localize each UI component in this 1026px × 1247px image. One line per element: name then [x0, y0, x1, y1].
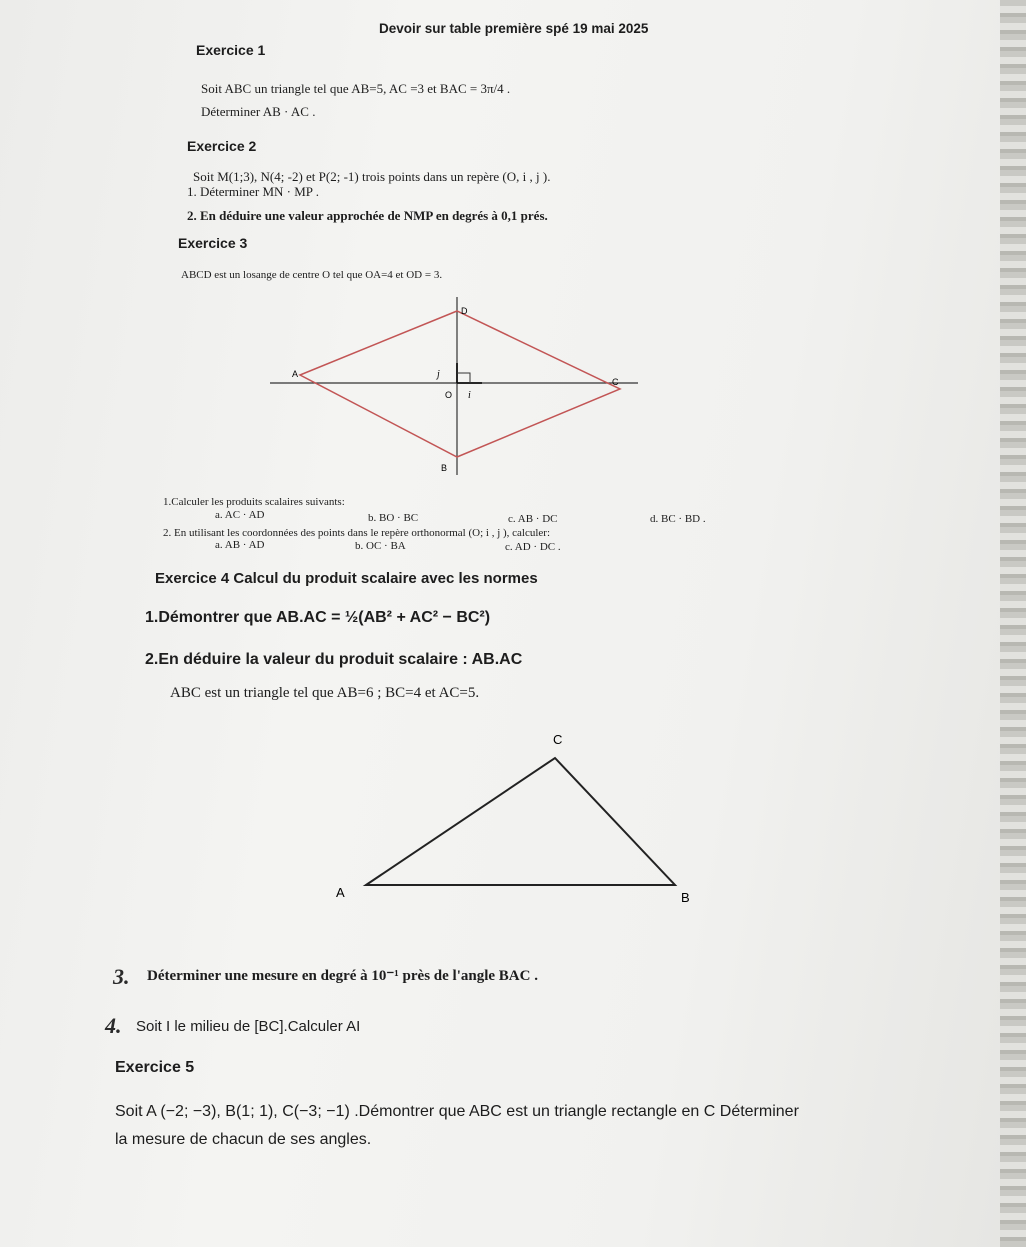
exercise-2-question-1: 1. Déterminer MN · MP .: [187, 184, 320, 199]
triangle-label-b: B: [681, 890, 690, 905]
label-d: D: [461, 306, 468, 316]
right-angle-mark: [457, 373, 470, 383]
exercise-3-question-1a: a. AC · AD: [215, 509, 265, 521]
label-i: i: [468, 390, 471, 401]
label-b: B: [441, 463, 448, 473]
exercise-3-question-2: 2. En utilisant les coordonnées des points dans le repère orthonormal (O; i , j ), calculer:: [163, 527, 551, 539]
exercise-3-question-1b: b. BO · BC: [368, 512, 419, 524]
exercise-1-statement: Soit ABC un triangle tel que AB=5, AC =3 et BAC = 3π/4 .: [201, 81, 511, 96]
rhombus-abcd: [300, 311, 620, 457]
exercise-4-statement: ABC est un triangle tel que AB=6 ; BC=4 et AC=5.: [170, 685, 480, 701]
exercise-5-statement-line-2: la mesure de chacun de ses angles.: [115, 1131, 372, 1148]
triangle-figure: [330, 725, 710, 910]
exercise-3-title: Exercice 3: [178, 235, 248, 251]
exercise-1-title: Exercice 1: [196, 42, 266, 58]
exercise-2-title: Exercice 2: [187, 138, 257, 154]
exercise-4-question-1: 1.Démontrer que AB.AC = ½(AB² + AC² − BC²): [145, 609, 491, 626]
exercise-3-statement: ABCD est un losange de centre O tel que OA=4 et OD = 3.: [181, 269, 443, 281]
exercise-5-statement-line-1: Soit A (−2; −3), B(1; 1), C(−3; −1) .Démontrer que ABC est un triangle rectangle en C Déterminer: [115, 1103, 799, 1120]
label-o: O: [445, 390, 453, 400]
exercise-4-question-3: Déterminer une mesure en degré à 10⁻¹ près de l'angle BAC .: [147, 968, 538, 984]
label-c: C: [612, 377, 619, 387]
exercise-3-question-2b: b. OC · BA: [355, 540, 406, 552]
paper-edge: [1000, 0, 1026, 1247]
exercise-3-question-1d: d. BC · BD .: [650, 513, 706, 525]
exercise-4-title: Exercice 4 Calcul du produit scalaire avec les normes: [155, 570, 538, 587]
label-j: j: [437, 369, 440, 380]
triangle-label-a: A: [336, 885, 345, 900]
triangle-abc: [366, 758, 675, 885]
rhombus-figure: [270, 285, 650, 485]
label-a: A: [292, 369, 299, 379]
exercise-3-question-2c: c. AD · DC .: [505, 541, 561, 553]
exercise-2-question-2: 2. En déduire une valeur approchée de NMP en degrés à 0,1 prés.: [187, 208, 548, 223]
question-3-number: 3.: [113, 964, 130, 989]
exercise-2-statement: Soit M(1;3), N(4; -2) et P(2; -1) trois points dans un repère (O, i , j ).: [193, 169, 551, 184]
triangle-label-c: C: [553, 732, 563, 747]
exercise-5-title: Exercice 5: [115, 1059, 195, 1076]
exercise-4-question-4: Soit I le milieu de [BC].Calculer AI: [136, 1018, 361, 1035]
exercise-3-question-1c: c. AB · DC: [508, 513, 558, 525]
exam-header: Devoir sur table première spé 19 mai 2025: [379, 21, 649, 36]
exercise-3-question-1: 1.Calculer les produits scalaires suivants:: [163, 496, 345, 508]
exercise-1-question: Déterminer AB · AC .: [201, 104, 316, 119]
exercise-3-question-2a: a. AB · AD: [215, 539, 265, 551]
exercise-4-question-2: 2.En déduire la valeur du produit scalaire : AB.AC: [145, 651, 523, 668]
question-4-number: 4.: [105, 1013, 122, 1038]
